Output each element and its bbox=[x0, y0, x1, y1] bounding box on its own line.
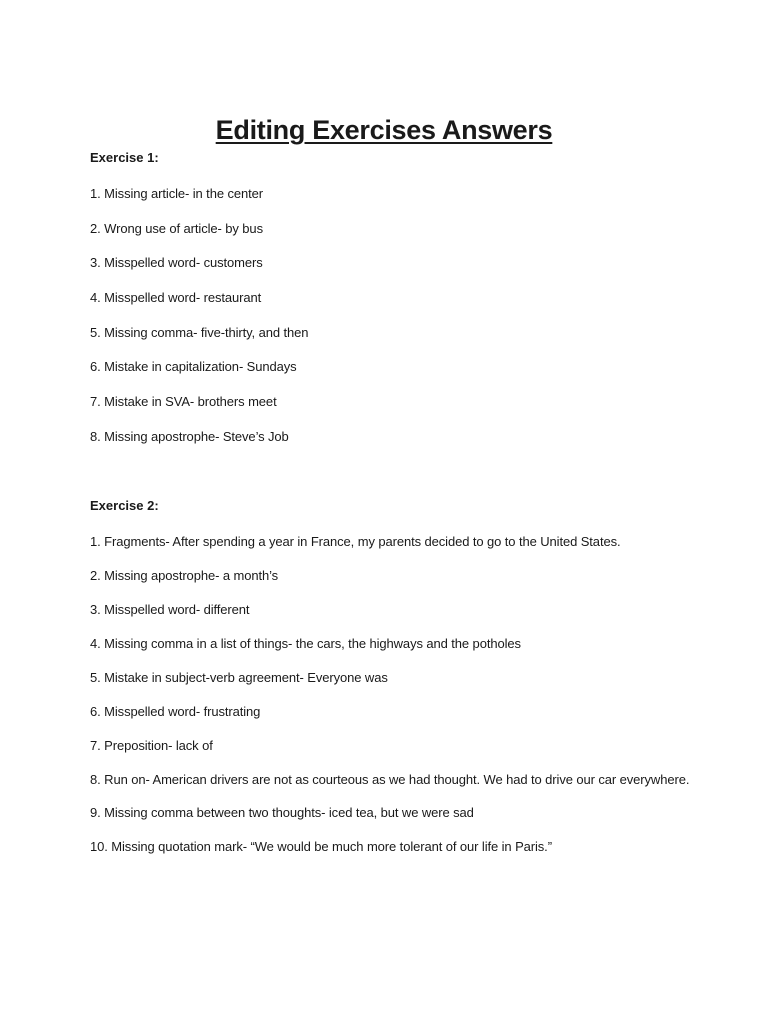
answer-item: 3. Misspelled word- different bbox=[90, 602, 250, 617]
document-title: Editing Exercises Answers bbox=[215, 115, 553, 146]
answer-item: 5. Mistake in subject-verb agreement- Everyone was bbox=[90, 670, 388, 685]
answer-item: 4. Missing comma in a list of things- the cars, the highways and the potholes bbox=[90, 636, 521, 651]
exercise-1-heading: Exercise 1: bbox=[90, 150, 159, 165]
answer-item: 1. Fragments- After spending a year in France, my parents decided to go to the United States. bbox=[90, 534, 621, 549]
answer-item: 6. Mistake in capitalization- Sundays bbox=[90, 359, 297, 375]
exercise-2-answer-list bbox=[90, 531, 690, 857]
answer-item: 1. Missing article- in the center bbox=[90, 186, 263, 201]
exercise-2-heading: Exercise 2: bbox=[90, 498, 159, 513]
answer-item: 6. Misspelled word- frustrating bbox=[90, 704, 261, 719]
exercise-1-section bbox=[90, 149, 690, 461]
exercise-2-section bbox=[90, 497, 690, 870]
answer-item: 2. Wrong use of article- by bus bbox=[90, 220, 263, 236]
answer-item: 10. Missing quotation mark- “We would be much more tolerant of our life in Paris.” bbox=[90, 839, 552, 854]
answer-item: 3. Misspelled word- customers bbox=[90, 255, 263, 271]
answer-item: 8. Run on- American drivers are not as courteous as we had thought. We had to drive our car everywhere. bbox=[90, 772, 690, 787]
answer-item: 5. Missing comma- five-thirty, and then bbox=[90, 324, 309, 340]
answer-item: 2. Missing apostrophe- a month’s bbox=[90, 568, 279, 583]
answer-item: 9. Missing comma between two thoughts- iced tea, but we were sad bbox=[90, 805, 474, 820]
answer-item: 7. Preposition- lack of bbox=[90, 738, 213, 753]
exercise-1-answer-list bbox=[90, 183, 690, 447]
answer-item: 7. Mistake in SVA- brothers meet bbox=[90, 394, 277, 410]
answer-item: 8. Missing apostrophe- Steve’s Job bbox=[90, 428, 289, 444]
answer-item: 4. Misspelled word- restaurant bbox=[90, 290, 262, 306]
